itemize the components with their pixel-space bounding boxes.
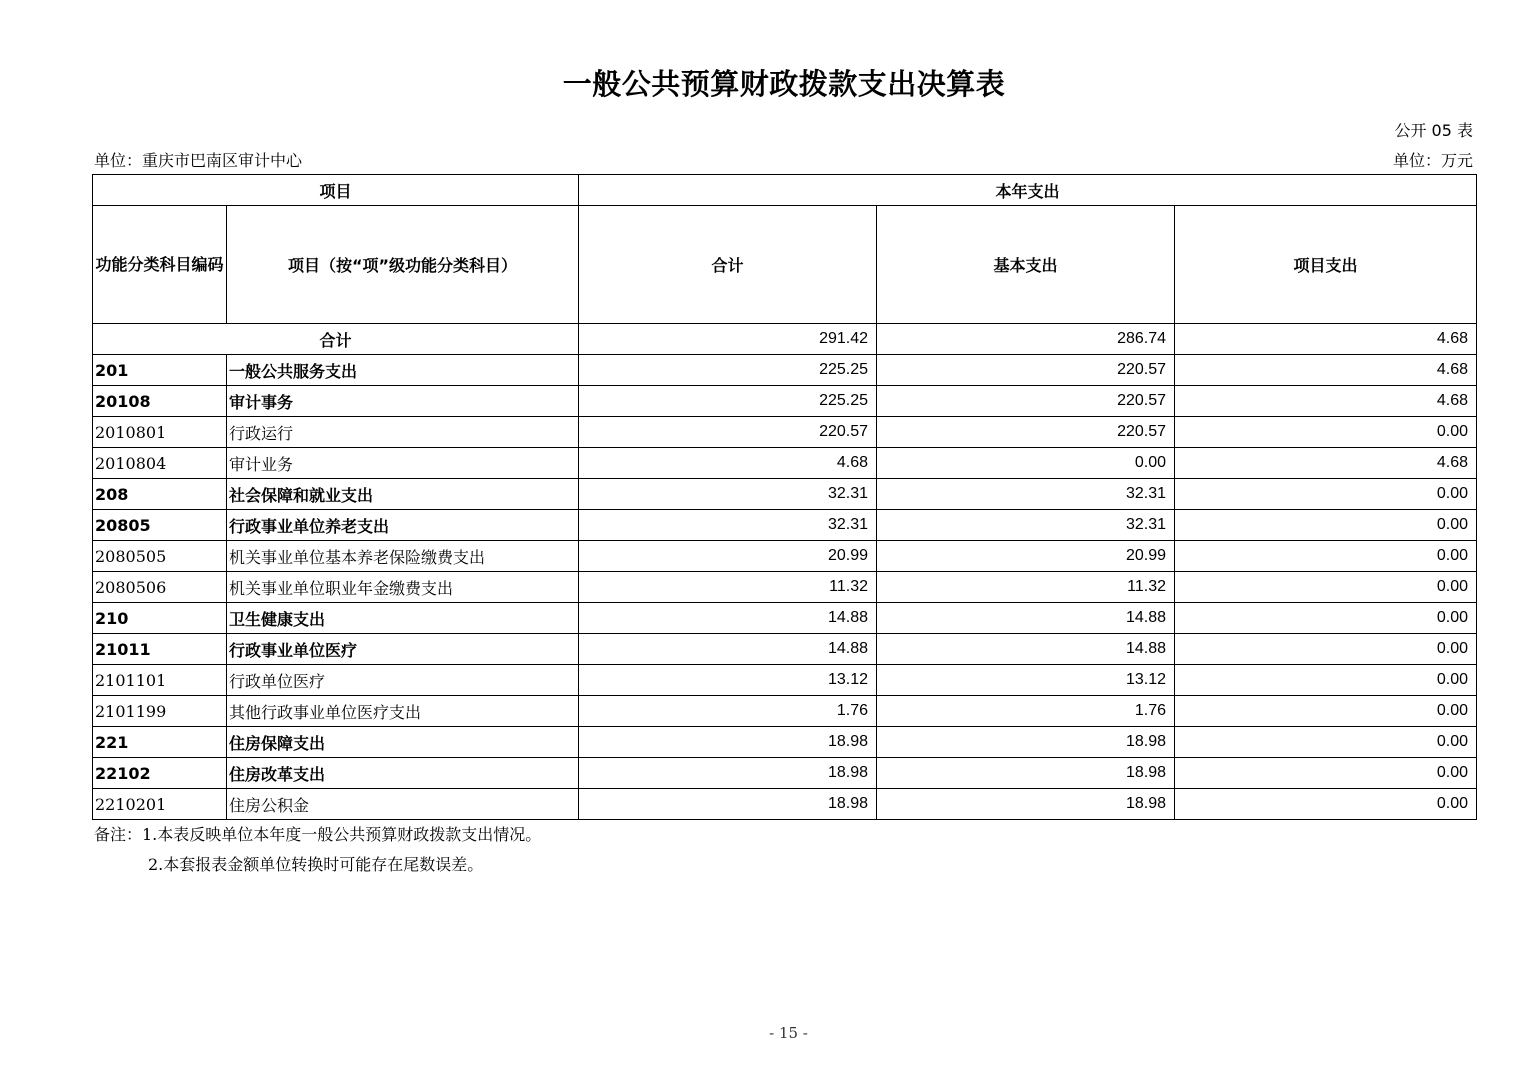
row-name: 行政单位医疗 <box>227 665 579 696</box>
table-row <box>93 355 1477 386</box>
note-2: 2.本套报表金额单位转换时可能存在尾数误差。 <box>148 855 484 874</box>
row-project: 4.68 <box>1175 355 1477 386</box>
row-name: 机关事业单位基本养老保险缴费支出 <box>227 541 579 572</box>
row-basic: 220.57 <box>877 386 1175 417</box>
row-code: 2210201 <box>93 789 227 820</box>
row-total: 4.68 <box>579 448 877 479</box>
row-basic: 14.88 <box>877 603 1175 634</box>
row-name: 行政事业单位医疗 <box>227 634 579 665</box>
header-current-year: 本年支出 <box>579 175 1477 206</box>
row-project: 0.00 <box>1175 634 1477 665</box>
row-total: 20.99 <box>579 541 877 572</box>
row-total: 225.25 <box>579 386 877 417</box>
row-name: 机关事业单位职业年金缴费支出 <box>227 572 579 603</box>
table-row <box>93 634 1477 665</box>
table-row <box>93 417 1477 448</box>
row-name: 住房保障支出 <box>227 727 579 758</box>
header-row-1 <box>93 175 1477 206</box>
table-row <box>93 603 1477 634</box>
row-total: 18.98 <box>579 789 877 820</box>
form-number: 公开 05 表 <box>1394 121 1473 140</box>
row-basic: 1.76 <box>877 696 1175 727</box>
row-code: 20108 <box>93 386 227 417</box>
note-1: 备注：1.本表反映单位本年度一般公共预算财政拨款支出情况。 <box>94 825 542 844</box>
row-project: 0.00 <box>1175 417 1477 448</box>
row-code: 2080506 <box>93 572 227 603</box>
row-project: 0.00 <box>1175 789 1477 820</box>
table-row <box>93 572 1477 603</box>
row-total: 18.98 <box>579 727 877 758</box>
row-basic: 18.98 <box>877 758 1175 789</box>
row-project: 0.00 <box>1175 603 1477 634</box>
row-total: 1.76 <box>579 696 877 727</box>
expenditure-table <box>92 174 1477 820</box>
row-project: 4.68 <box>1175 386 1477 417</box>
total-project: 4.68 <box>1175 324 1477 355</box>
row-name: 一般公共服务支出 <box>227 355 579 386</box>
row-code: 21011 <box>93 634 227 665</box>
row-project: 0.00 <box>1175 510 1477 541</box>
table-row <box>93 665 1477 696</box>
row-code: 2101101 <box>93 665 227 696</box>
row-total: 225.25 <box>579 355 877 386</box>
row-name: 审计业务 <box>227 448 579 479</box>
row-basic: 0.00 <box>877 448 1175 479</box>
table-row <box>93 727 1477 758</box>
row-code: 2010804 <box>93 448 227 479</box>
row-name: 行政运行 <box>227 417 579 448</box>
table-row <box>93 789 1477 820</box>
row-code: 22102 <box>93 758 227 789</box>
row-project: 0.00 <box>1175 758 1477 789</box>
row-total: 13.12 <box>579 665 877 696</box>
row-project: 0.00 <box>1175 665 1477 696</box>
row-basic: 13.12 <box>877 665 1175 696</box>
header-basic: 基本支出 <box>877 206 1175 324</box>
notes <box>94 820 541 880</box>
row-total: 18.98 <box>579 758 877 789</box>
row-project: 4.68 <box>1175 448 1477 479</box>
row-code: 2080505 <box>93 541 227 572</box>
total-row <box>93 324 1477 355</box>
unit-currency: 单位：万元 <box>1392 151 1473 170</box>
row-name: 卫生健康支出 <box>227 603 579 634</box>
row-total: 11.32 <box>579 572 877 603</box>
row-total: 32.31 <box>579 479 877 510</box>
total-amount: 291.42 <box>579 324 877 355</box>
row-name: 其他行政事业单位医疗支出 <box>227 696 579 727</box>
header-code: 功能分类科目编码 <box>93 206 227 324</box>
row-basic: 20.99 <box>877 541 1175 572</box>
row-name: 住房公积金 <box>227 789 579 820</box>
row-total: 32.31 <box>579 510 877 541</box>
row-project: 0.00 <box>1175 696 1477 727</box>
row-project: 0.00 <box>1175 541 1477 572</box>
row-project: 0.00 <box>1175 479 1477 510</box>
row-basic: 14.88 <box>877 634 1175 665</box>
page-number: - 15 - <box>769 1024 808 1042</box>
row-basic: 220.57 <box>877 355 1175 386</box>
table-row <box>93 386 1477 417</box>
row-code: 208 <box>93 479 227 510</box>
table-row <box>93 448 1477 479</box>
table-row <box>93 696 1477 727</box>
row-code: 221 <box>93 727 227 758</box>
row-basic: 11.32 <box>877 572 1175 603</box>
table-row <box>93 541 1477 572</box>
header-row-2 <box>93 206 1477 324</box>
row-name: 社会保障和就业支出 <box>227 479 579 510</box>
row-total: 14.88 <box>579 634 877 665</box>
row-name: 住房改革支出 <box>227 758 579 789</box>
row-name: 审计事务 <box>227 386 579 417</box>
header-name: 项目（按“项”级功能分类科目） <box>227 206 579 324</box>
table-row <box>93 479 1477 510</box>
row-code: 201 <box>93 355 227 386</box>
header-project: 项目 <box>93 175 579 206</box>
row-code: 210 <box>93 603 227 634</box>
row-basic: 32.31 <box>877 510 1175 541</box>
row-basic: 18.98 <box>877 727 1175 758</box>
row-total: 14.88 <box>579 603 877 634</box>
table-row <box>93 510 1477 541</box>
row-project: 0.00 <box>1175 727 1477 758</box>
row-code: 20805 <box>93 510 227 541</box>
header-project-expenditure: 项目支出 <box>1175 206 1477 324</box>
row-basic: 18.98 <box>877 789 1175 820</box>
total-label: 合计 <box>93 324 579 355</box>
row-total: 220.57 <box>579 417 877 448</box>
row-basic: 220.57 <box>877 417 1175 448</box>
table-row <box>93 758 1477 789</box>
page-title: 一般公共预算财政拨款支出决算表 <box>562 67 1006 101</box>
unit-organization: 单位：重庆市巴南区审计中心 <box>94 151 303 170</box>
total-basic: 286.74 <box>877 324 1175 355</box>
row-code: 2010801 <box>93 417 227 448</box>
row-project: 0.00 <box>1175 572 1477 603</box>
row-name: 行政事业单位养老支出 <box>227 510 579 541</box>
header-total: 合计 <box>579 206 877 324</box>
row-basic: 32.31 <box>877 479 1175 510</box>
row-code: 2101199 <box>93 696 227 727</box>
